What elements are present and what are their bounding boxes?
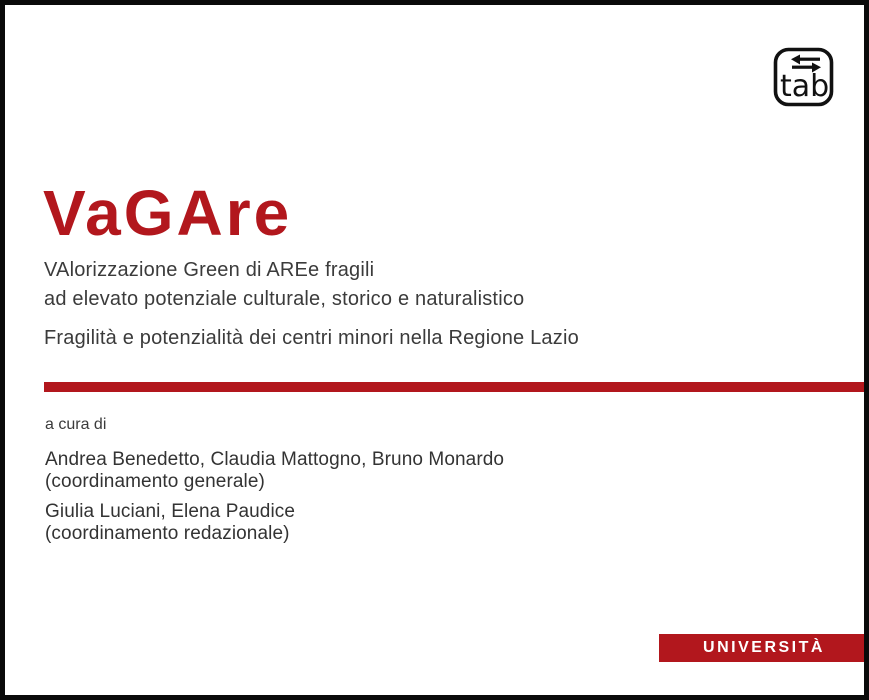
divider-rule bbox=[44, 382, 869, 392]
universita-banner-label: UNIVERSITÀ bbox=[703, 639, 825, 656]
curator-names: Giulia Luciani, Elena Paudice bbox=[45, 501, 296, 522]
book-subtitle bbox=[44, 256, 524, 314]
curated-by-label: a cura di bbox=[45, 416, 107, 433]
curator-group-general bbox=[45, 449, 504, 493]
publisher-logo bbox=[773, 47, 834, 107]
tab-logo-icon bbox=[773, 47, 834, 107]
book-title: VaGAre bbox=[43, 177, 293, 249]
subtitle-line-1: VAlorizzazione Green di AREe fragili bbox=[44, 259, 375, 281]
tab-logo-text: tab bbox=[780, 69, 830, 104]
universita-banner bbox=[659, 634, 869, 662]
curator-names: Andrea Benedetto, Claudia Mattogno, Bruno Monardo bbox=[45, 449, 505, 470]
subtitle-line-2: ad elevato potenziale culturale, storico e naturalistico bbox=[44, 288, 525, 310]
curator-role: (coordinamento generale) bbox=[45, 471, 265, 492]
book-tagline: Fragilità e potenzialità dei centri minori nella Regione Lazio bbox=[44, 327, 579, 349]
curator-group-editorial bbox=[45, 501, 295, 545]
curator-role: (coordinamento redazionale) bbox=[45, 523, 290, 544]
